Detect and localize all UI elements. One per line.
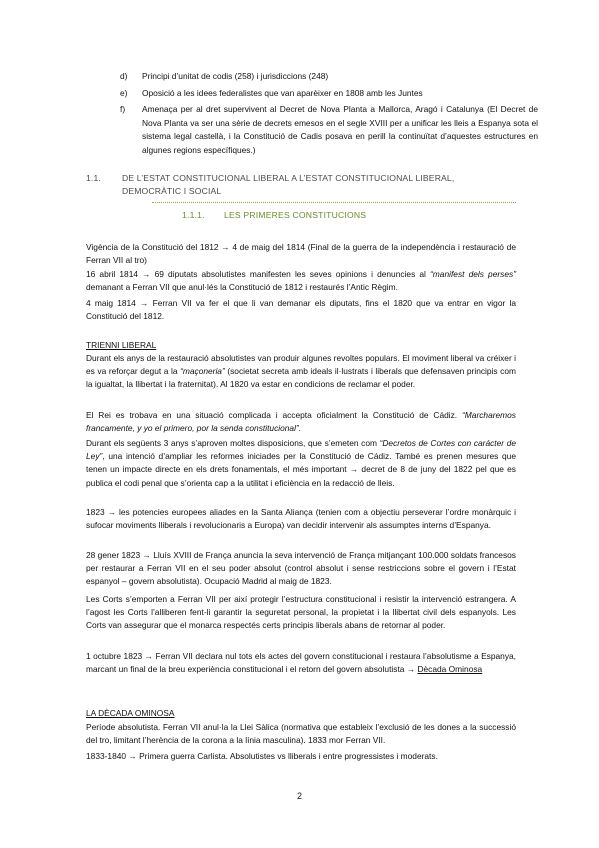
list-item-text: Principi d’unitat de codis (258) i jurisdiccions (248) [142,71,329,81]
paragraph-text: El Rei es trobava en una situació complicada i accepta oficialment la Constitució de Cádiz. [86,410,463,420]
paragraph [86,650,516,676]
decada-heading: LA DÈCADA OMINOSA [86,708,175,718]
list-item-text: Oposició a les idees federalistes que van aparèixer en 1808 amb les Juntes [142,87,423,98]
list-marker: d) [120,71,128,81]
section-heading [86,172,516,199]
paragraph-text: 1 octubre 1823 → Ferran VII declara nul tots els actes del govern constitucional i restaura l’absolutisme a Espanya, marcant un final de la breu experiència constitucional i el retorn del govern absolutista → [86,651,516,675]
italic-quote: “maçoneria” [180,366,225,377]
underlined-term: Dècada Ominosa [417,664,483,675]
subsection-heading [152,202,516,222]
list-item-text: Amenaça per al dret supervivent al Decret de Nova Planta a Mallorca, Aragó i Catalunya (El Decret de Nova Planta va ser una sèrie de decrets emesos en el segle XVIII per a unificar les lleis a Espanya sota el sistema legal castellà, i la Constitució de Cadis posava en perill la continuïtat d’aquestes estructures en algunes regions específiques.) [142,104,538,155]
paragraph-text: Vigència de la Constitució del 1812 → 4 de maig del 1814 (Final de la guerra de la independència i restauració de Ferran VII al tro) [86,242,516,266]
italic-quote: “Decretos de Cortes con carácter de Ley” [86,438,516,462]
list-marker: f) [120,104,126,115]
paragraph [86,506,516,532]
list-marker: e) [120,87,128,98]
paragraph-text: Període absolutista. Ferran VII anul·la la Llei Sàlica (normativa que estableix l’exclusió de les dones a la successió del tro, limitant l’herència de la corona a la línia masculina). 1833 mor Ferran VII. [86,722,516,746]
italic-quote: “Marcharemos francamente, y yo el primero, por la senda constitucional”. [86,410,516,434]
criteria-list [120,70,538,158]
paragraph-text: Durant els anys de la restauració absolutistes van produir algunes revoltes populars. El moviment liberal va créixer i es va reforçar degut a la [86,353,516,377]
paragraph-text: Durant els següents 3 anys s’aproven moltes disposicions, que s’emeten com [86,438,380,448]
trienni-heading: TRIENNI LIBERAL [86,340,157,350]
paragraph-text: 28 gener 1823 → Lluís XVIII de França anuncia la seva intervenció de França mitjançant 100.000 soldats francesos per restaurar a Ferran VII en el seu poder absolut (control absolut i sense restriccions sobre el govern i l’Estat espanyol – govern absolutista). Ocupació Madrid al maig de 1823. [86,550,516,587]
paragraph [86,593,516,633]
section-number: 1.1. [86,173,101,183]
subsection-title: LES PRIMERES CONSTITUCIONS [224,210,367,220]
paragraph-text: demanant a Ferran VII que anul·lés la Constitució de 1812 i restaurés l’Antic Règim. [86,282,398,293]
paragraph-text: 16 abril 1814 → 69 diputats absolutistes manifesten les seves opinions i denuncies al [86,269,431,279]
paragraph [86,549,516,589]
page-number: 2 [296,791,302,801]
paragraph [86,409,516,435]
paragraph [86,352,516,392]
list-item [120,70,538,84]
paragraph [86,437,516,490]
paragraph-text: Les Corts s’emporten a Ferran VII per així protegir l’estructura constitucional i resistir la intervenció estrangera. A l’agost les Corts l’alliberen fent-li garantir la seguretat personal, la propietat i la llibertat civil dels espanyols. Les Corts van assegurar que el monarca respectés certs principis liberals abans de retornar al poder. [86,594,516,631]
paragraph [86,268,516,294]
section-title: DE L’ESTAT CONSTITUCIONAL LIBERAL A L’ESTAT CONSTITUCIONAL LIBERAL, DEMOCRÀTIC I SOCIAL [122,173,455,197]
paragraph-text: , una intenció d’ampliar les reformes iniciades per la Constitució de Cádiz. També es prenen mesures que tenen un impacte directe en els drets fonamentals, el més important → decret de 8 de juny del 1822 pel que es publica el codi penal que s’orienta cap a la utilitat i eficiència en la redacció de lleis. [86,451,516,488]
paragraph [86,750,516,763]
subsection-number: 1.1.1. [182,210,205,220]
paragraph-text: 1823 → les potencies europees aliades en la Santa Aliança (tenien com a objectiu perseverar l’ordre monàrquic i sufocar moviments lliberals i revolucionaris a Europa) van decidir intervenir als assumptes interns d’Espanya. [86,507,516,531]
paragraph [86,297,516,323]
paragraph-text: (societat secreta amb ideals il·lustrats i liberals que defensaven principis com la igualtat, la llibertat i la fraternitat). Al 1820 va estar en condicions de reclamar el poder. [86,366,516,390]
list-item [120,87,538,101]
paragraph [86,721,516,747]
paragraph-text: 1833-1840 → Primera guerra Carlista. Absolutistes vs lliberals i entre progressistes i moderats. [86,751,438,761]
list-item [120,103,538,157]
paragraph [86,241,516,267]
italic-quote: “manifest dels perses” [430,269,516,279]
paragraph-text: 4 maig 1814 → Ferran VII va fer el que li van demanar els diputats, fins el 1820 que va entrar en vigor la Constitució del 1812. [86,298,516,322]
